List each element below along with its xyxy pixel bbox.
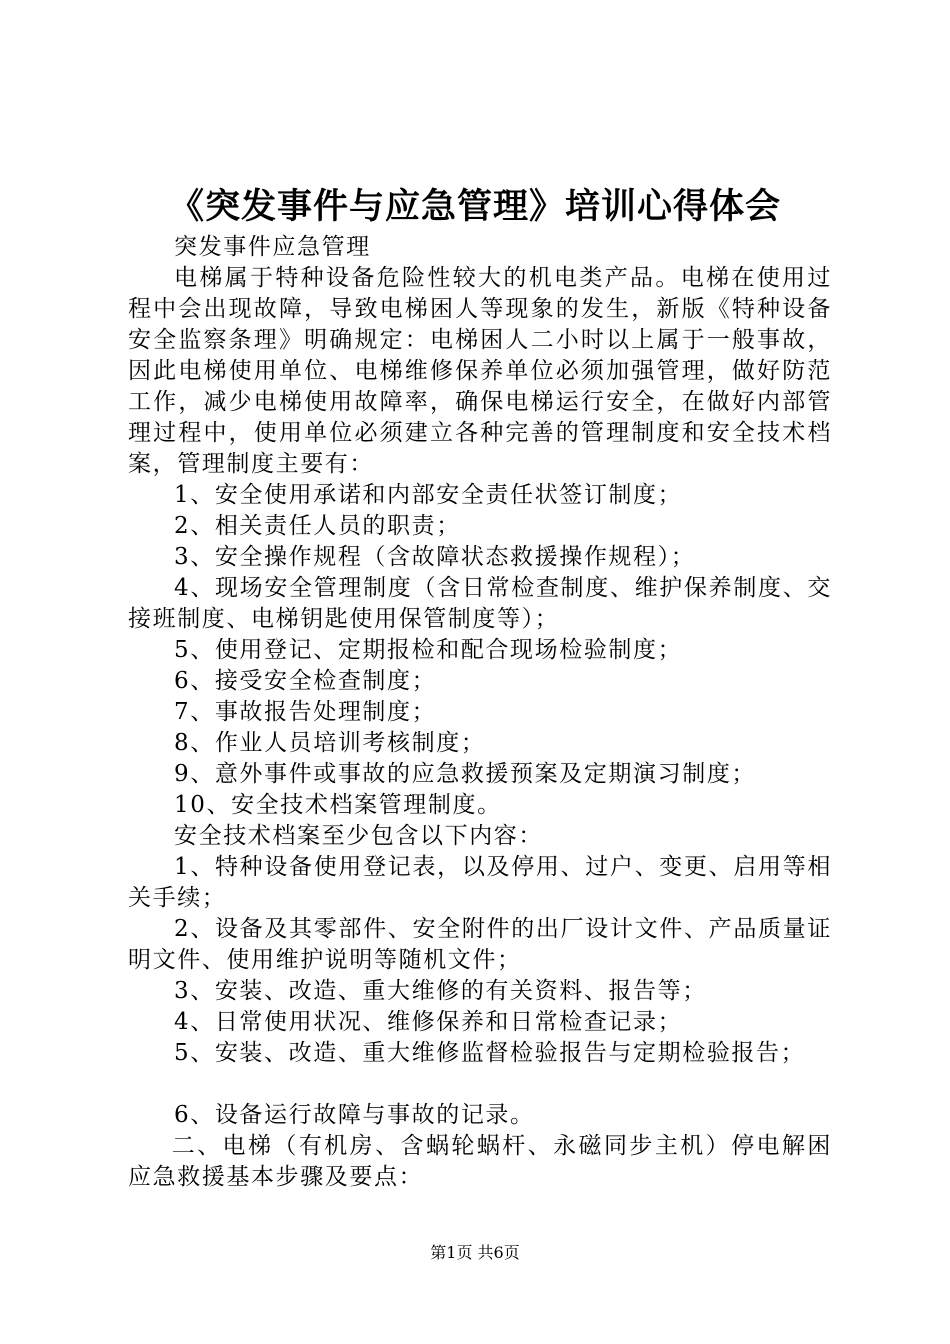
list-item: 5、安装、改造、重大维修监督检验报告与定期检验报告；: [174, 1040, 806, 1066]
list-item: 2、相关责任人员的职责；: [174, 513, 461, 539]
document-body: [128, 232, 832, 1193]
list-item: 7、事故报告处理制度；: [174, 699, 437, 725]
list-item: 3、安全操作规程（含故障状态救援操作规程）；: [174, 544, 696, 570]
list-item: 10、安全技术档案管理制度。: [174, 792, 502, 818]
page-number: 第1页 共6页: [430, 1243, 520, 1262]
intro-paragraph: 电梯属于特种设备危险性较大的机电类产品。电梯在使用过程中会出现故障，导致电梯困人等现象的发生，新版《特种设备安全监察条理》明确规定：电梯困人二小时以上属于一般事故，因此电梯使用单位、电梯维修保养单位必须加强管理，做好防范工作，减少电梯使用故障率，确保电梯运行安全，在做好内部管理过程中，使用单位必须建立各种完善的管理制度和安全技术档案，管理制度主要有：: [128, 265, 832, 477]
list-item: 9、意外事件或事故的应急救援预案及定期演习制度；: [174, 761, 757, 787]
section-heading: 突发事件应急管理: [174, 234, 371, 260]
list-item: 4、日常使用状况、维修保养和日常检查记录；: [174, 1009, 683, 1035]
list-item: 5、使用登记、定期报检和配合现场检验制度；: [174, 637, 683, 663]
list-item: 4、现场安全管理制度（含日常检查制度、维护保养制度、交接班制度、电梯钥匙使用保管制度等）；: [128, 575, 832, 632]
document-title: 《突发事件与应急管理》培训心得体会: [168, 187, 781, 227]
list-item: 1、特种设备使用登记表，以及停用、过户、变更、启用等相关手续；: [128, 854, 832, 911]
blank-line: [128, 1069, 832, 1100]
archive-heading: 安全技术档案至少包含以下内容：: [174, 823, 543, 849]
list-item: 6、设备运行故障与事故的记录。: [174, 1102, 535, 1128]
list-item: 3、安装、改造、重大维修的有关资料、报告等；: [174, 978, 707, 1004]
list-item: 1、安全使用承诺和内部安全责任状签订制度；: [174, 482, 683, 508]
list-item: 2、设备及其零部件、安全附件的出厂设计文件、产品质量证明文件、使用维护说明等随机文件；: [128, 916, 832, 973]
section-two-heading: 二、电梯（有机房、含蜗轮蜗杆、永磁同步主机）停电解困应急救援基本步骤及要点：: [128, 1133, 832, 1190]
list-item: 8、作业人员培训考核制度；: [174, 730, 486, 756]
list-item: 6、接受安全检查制度；: [174, 668, 437, 694]
